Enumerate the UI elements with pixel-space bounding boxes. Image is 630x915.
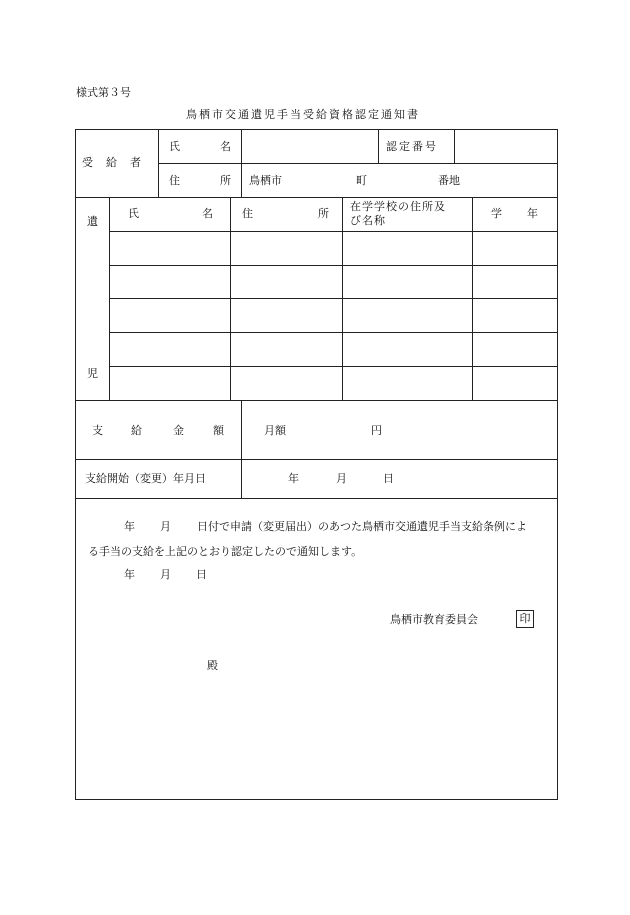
orphan-name-header-2: 名 xyxy=(202,207,213,220)
grid-line xyxy=(241,400,242,498)
address-town: 町 xyxy=(356,174,367,187)
table-border-bottom xyxy=(75,799,558,800)
issuer-name: 鳥栖市教育委員会 xyxy=(390,613,478,626)
start-date-year: 年 xyxy=(288,472,299,485)
document-title: 鳥栖市交通遺児手当受給資格認定通知書 xyxy=(186,108,420,121)
notice-date-day: 日 xyxy=(196,568,207,581)
notice-line2: る手当の支給を上記のとおり認定したので通知します。 xyxy=(88,545,363,558)
name-label-2: 名 xyxy=(220,140,231,153)
notice-line1: 日付で申請（変更届出）のあつた鳥栖市交通遺児手当支給条例によ xyxy=(197,520,527,533)
amount-monthly: 月額 xyxy=(264,424,286,437)
start-date-label: 支給開始（変更）年月日 xyxy=(85,472,206,485)
notice-date-year: 年 xyxy=(124,568,135,581)
amount-yen: 円 xyxy=(371,424,382,437)
grid-line xyxy=(241,163,242,197)
orphan-address-header-2: 所 xyxy=(318,207,329,220)
start-date-month: 月 xyxy=(336,472,347,485)
table-border-top xyxy=(75,129,558,130)
notice-month: 月 xyxy=(160,520,171,533)
orphan-school-header-line1: 在学学校の住所及 xyxy=(350,200,446,213)
cert-number-label: 認定番号 xyxy=(386,140,438,153)
orphan-grade-header-2: 年 xyxy=(527,207,538,220)
orphan-side-label-top: 遺 xyxy=(87,215,98,228)
notice-date-month: 月 xyxy=(160,568,171,581)
grid-line xyxy=(158,163,558,164)
address-city: 鳥栖市 xyxy=(249,174,282,187)
address-label-2: 所 xyxy=(220,174,231,187)
orphan-address-header-1: 住 xyxy=(242,207,253,220)
grid-line xyxy=(241,129,242,163)
amount-label-3: 金 xyxy=(173,424,184,437)
orphan-grade-header-1: 学 xyxy=(491,207,502,220)
form-number: 様式第３号 xyxy=(76,86,131,99)
grid-line xyxy=(109,366,558,367)
orphan-side-label-bottom: 児 xyxy=(87,367,98,380)
start-date-day: 日 xyxy=(383,472,394,485)
grid-line xyxy=(75,400,558,401)
grid-line xyxy=(109,332,558,333)
grid-line xyxy=(454,129,455,163)
grid-line xyxy=(75,197,558,198)
table-border-left xyxy=(75,129,76,800)
addressee-honorific: 殿 xyxy=(207,659,218,672)
orphan-name-header-1: 氏 xyxy=(128,207,139,220)
grid-line xyxy=(75,498,558,499)
grid-line xyxy=(109,298,558,299)
table-border-right xyxy=(557,129,558,800)
grid-line xyxy=(378,129,379,163)
grid-line xyxy=(75,459,558,460)
seal-mark: 印 xyxy=(516,610,534,628)
address-block: 番地 xyxy=(438,174,460,187)
address-label-1: 住 xyxy=(169,174,180,187)
recipient-label: 受 給 者 xyxy=(82,156,142,169)
name-label-1: 氏 xyxy=(169,140,180,153)
amount-label-4: 額 xyxy=(213,424,224,437)
grid-line xyxy=(109,265,558,266)
grid-line xyxy=(109,231,558,232)
amount-label-1: 支 xyxy=(92,424,103,437)
orphan-school-header-line2: び名称 xyxy=(350,214,386,227)
amount-label-2: 給 xyxy=(131,424,142,437)
notice-year: 年 xyxy=(124,520,135,533)
